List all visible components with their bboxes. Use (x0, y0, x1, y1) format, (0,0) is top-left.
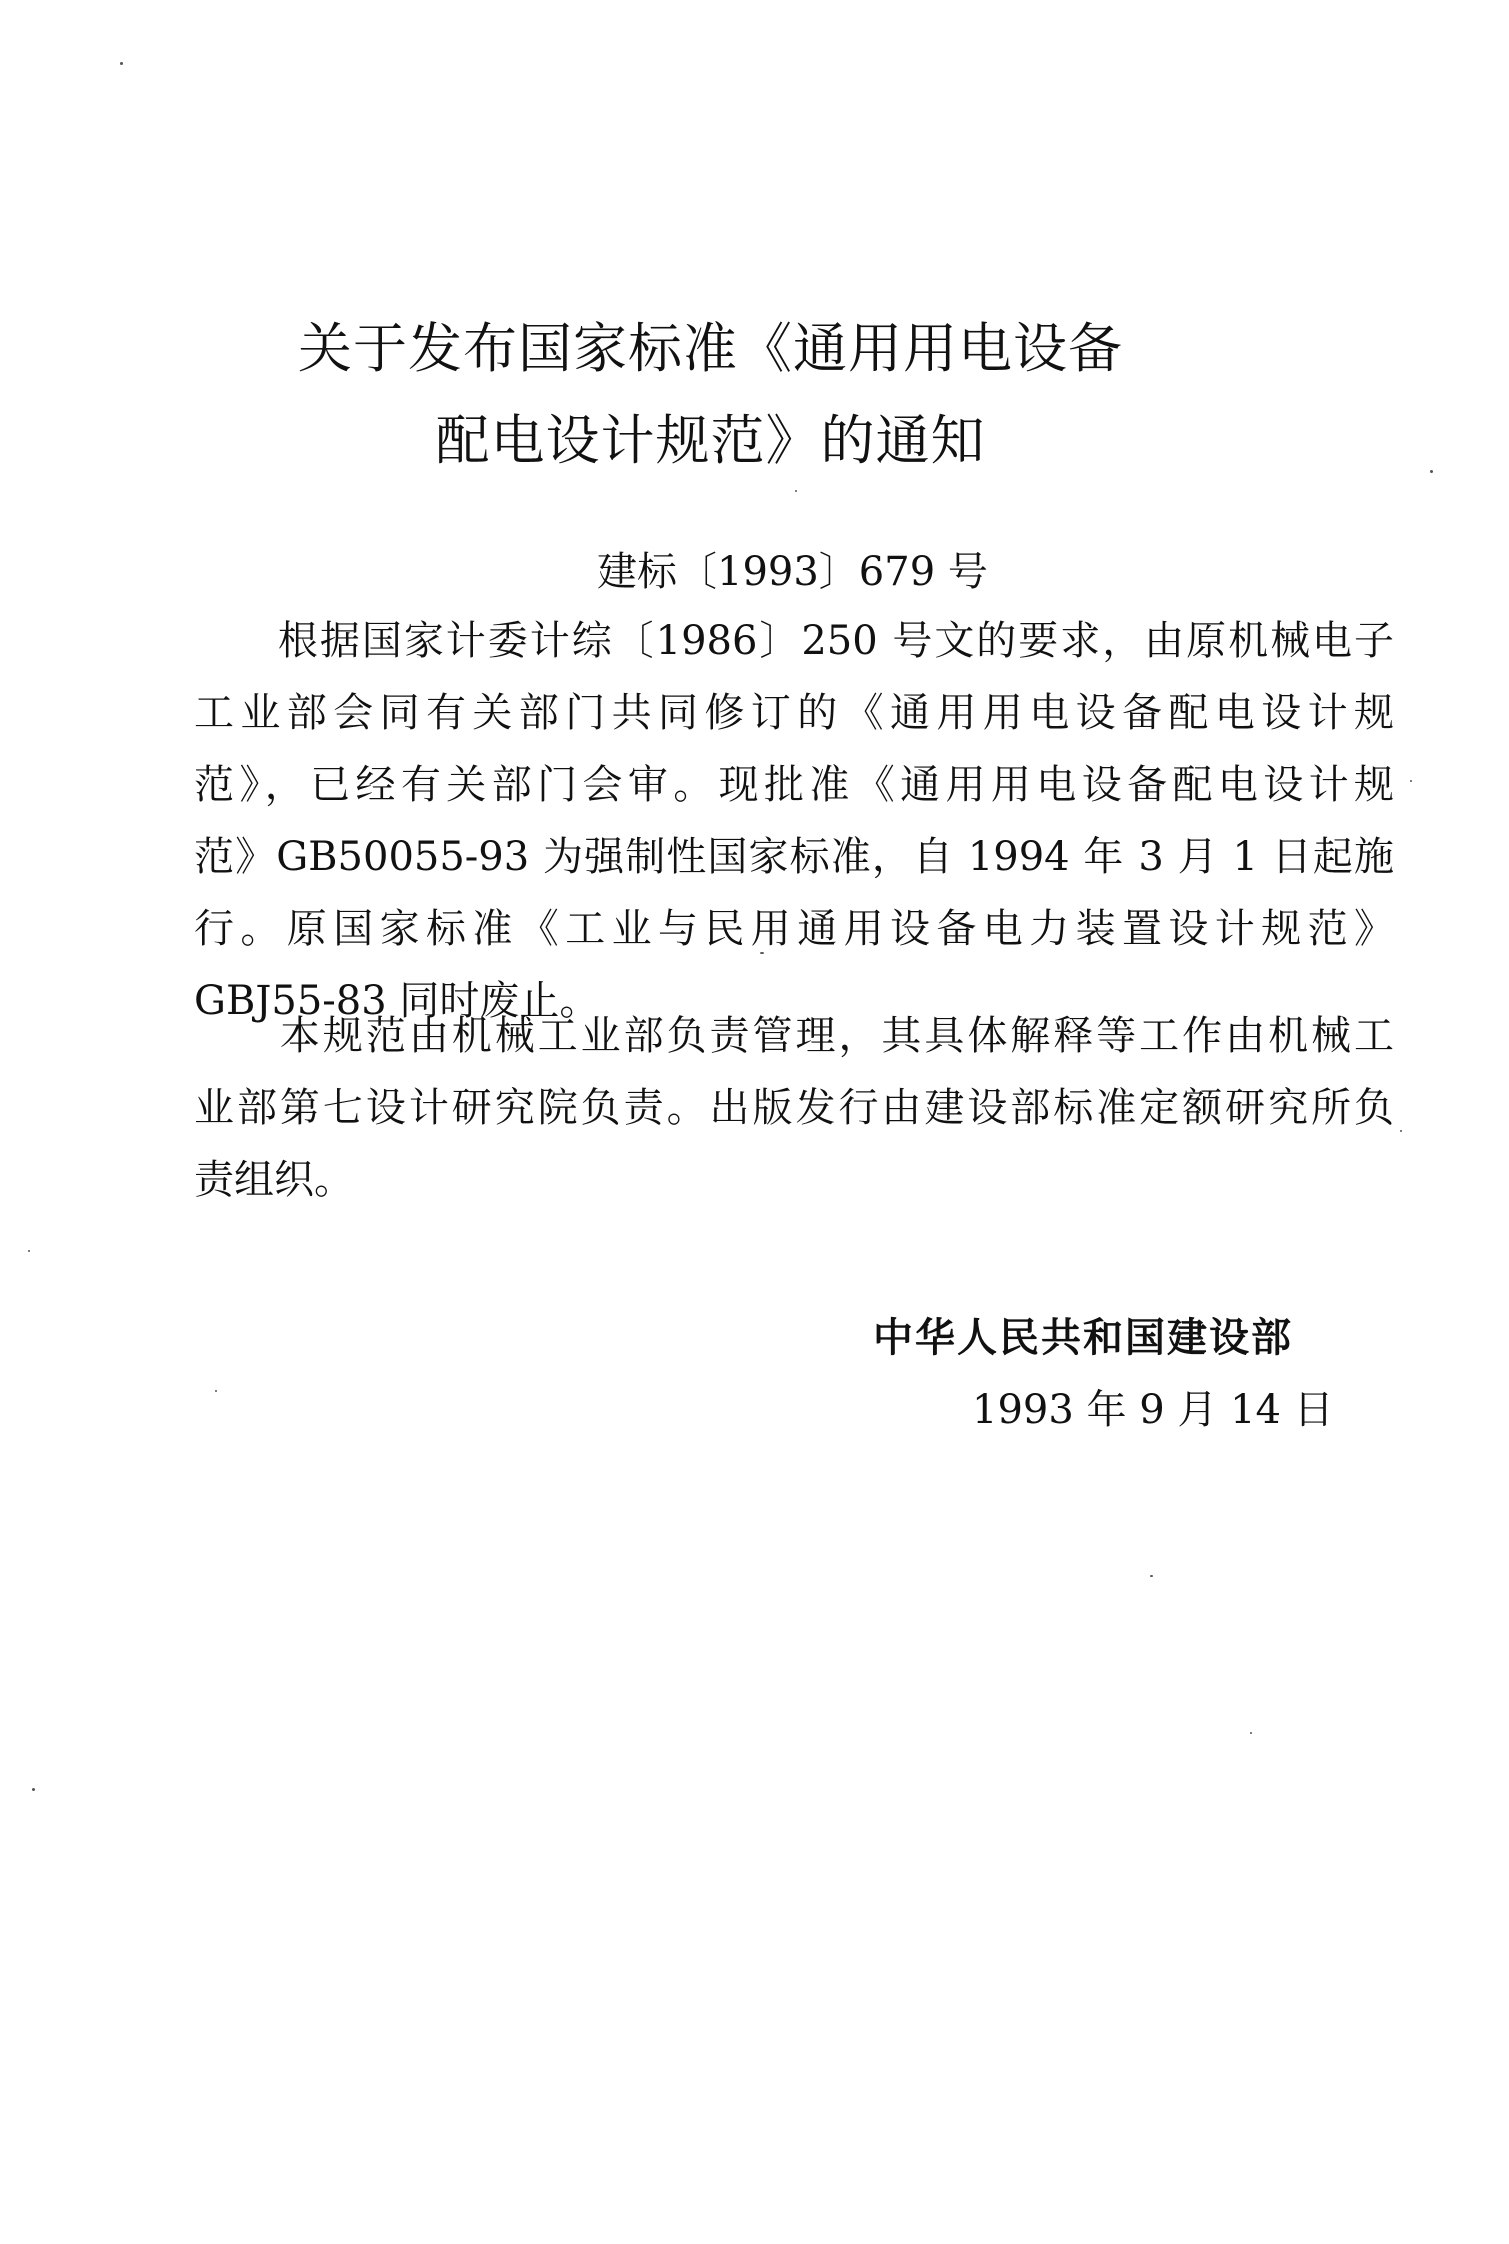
scan-speck (32, 1788, 35, 1791)
scan-speck (1410, 780, 1412, 782)
paragraph-1-line: 范》，已经有关部门会审。现批准《通用用电设备配电设计规 (194, 762, 1394, 808)
paragraph-2-line: 本规范由机械工业部负责管理，其具体解释等工作由机械工 (194, 1013, 1394, 1059)
document-number: 建标〔1993〕679 号 (597, 549, 988, 595)
paragraph-1-line: GBJ55-83 同时废止。 (194, 978, 600, 1024)
paragraph-2-line: 责组织。 (194, 1157, 354, 1203)
scan-speck (1400, 1130, 1402, 1132)
scan-speck (1150, 1575, 1153, 1577)
scan-speck (760, 952, 764, 954)
scan-speck (120, 62, 123, 65)
paragraph-2 (194, 1000, 1394, 1216)
scan-speck (28, 1250, 30, 1252)
paragraph-1-line: 工业部会同有关部门共同修订的《通用用电设备配电设计规 (194, 690, 1394, 736)
scan-speck (1250, 1732, 1252, 1734)
paragraph-1-line: 行。原国家标准《工业与民用通用设备电力装置设计规范》 (194, 906, 1394, 952)
paragraph-1 (194, 605, 1394, 1037)
paragraph-2-line: 业部第七设计研究院负责。出版发行由建设部标准定额研究所负 (194, 1085, 1394, 1131)
paragraph-1-line: 根据国家计委计综〔1986〕250 号文的要求，由原机械电子 (194, 618, 1394, 664)
issuing-authority: 中华人民共和国建设部 (873, 1315, 1293, 1361)
issue-date: 1993 年 9 月 14 日 (972, 1387, 1334, 1433)
title-line-2: 配电设计规范》的通知 (435, 409, 986, 472)
paragraph-1-line: 范》GB50055-93 为强制性国家标准，自 1994 年 3 月 1 日起施 (194, 834, 1394, 880)
scan-speck (795, 490, 797, 492)
scan-speck (1430, 470, 1433, 473)
title-line-1: 关于发布国家标准《通用用电设备 (298, 317, 1123, 380)
scan-speck (215, 1390, 217, 1392)
